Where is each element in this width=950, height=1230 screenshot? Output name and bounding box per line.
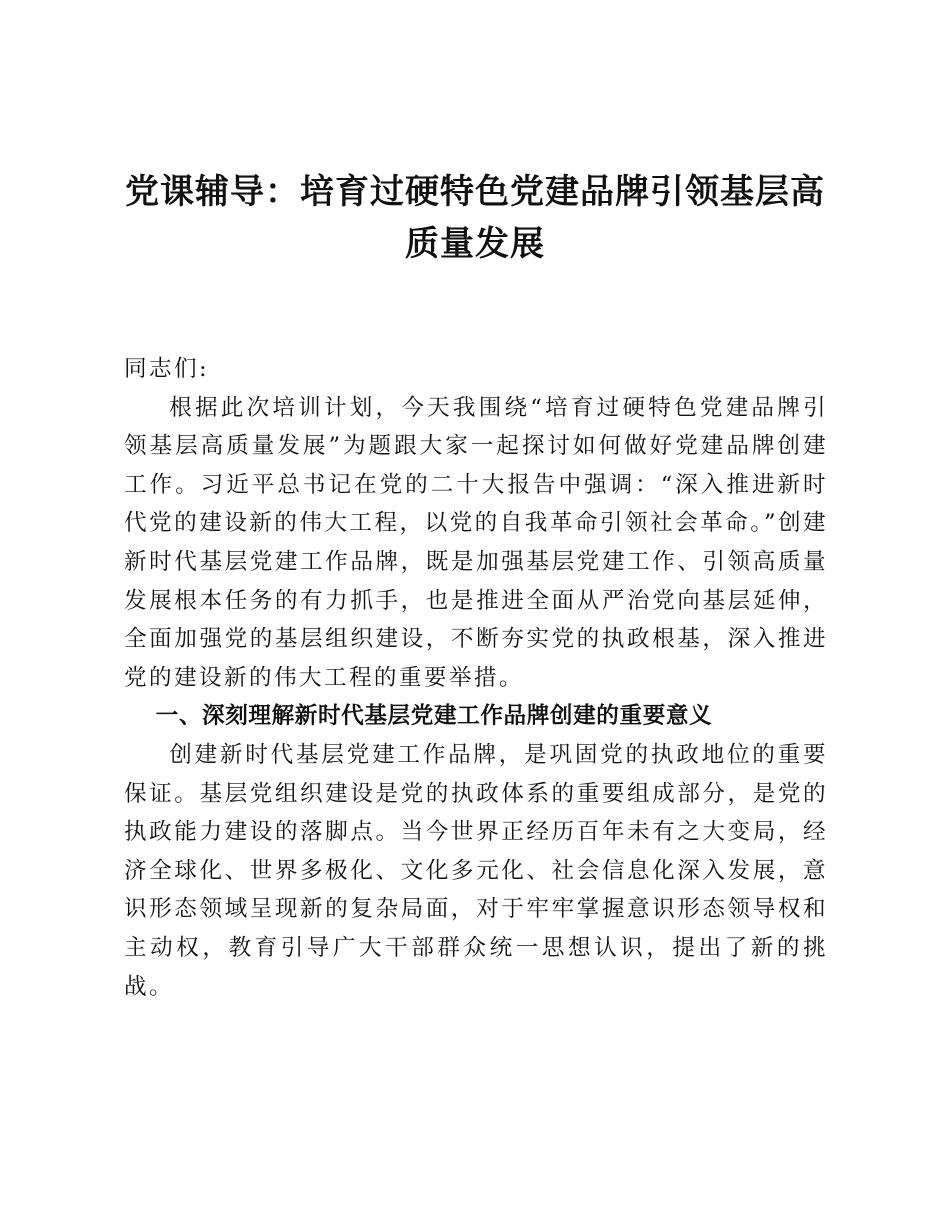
- document-body: [124, 350, 828, 1006]
- section-heading: 一、深刻理解新时代基层党建工作品牌创建的重要意义: [155, 703, 713, 730]
- document-title: 党课辅导：培育过硬特色党建品牌引领基层高质量发展: [125, 172, 825, 264]
- section-paragraph: 创建新时代基层党建工作品牌，是巩固党的执政地位的重要保证。基层党组织建设是党的执政体系的重要组成部分，是党的执政能力建设的落脚点。当今世界正经历百年未有之大变局，经济全球化、世界多极化、文化多元化、社会信息化深入发展，意识形态领域呈现新的复杂局面，对于牢牢掌握意识形态领导权和主动权，教育引导广大干部群众统一思想认识，提出了新的挑战。: [124, 741, 828, 1000]
- salutation: 同志们:: [124, 356, 209, 382]
- body-paragraph: 根据此次培训计划，今天我围绕“培育过硬特色党建品牌引领基层高质量发展”为题跟大家一起探讨如何做好党建品牌创建工作。习近平总书记在党的二十大报告中强调：“深入推进新时代党的建设新的伟大工程，以党的自我革命引领社会革命。”创建新时代基层党建工作品牌，既是加强基层党建工作、引领高质量发展根本任务的有力抓手，也是推进全面从严治党向基层延伸，全面加强党的基层组织建设，不断夯实党的执政根基，深入推进党的建设新的伟大工程的重要举措。: [124, 394, 829, 691]
